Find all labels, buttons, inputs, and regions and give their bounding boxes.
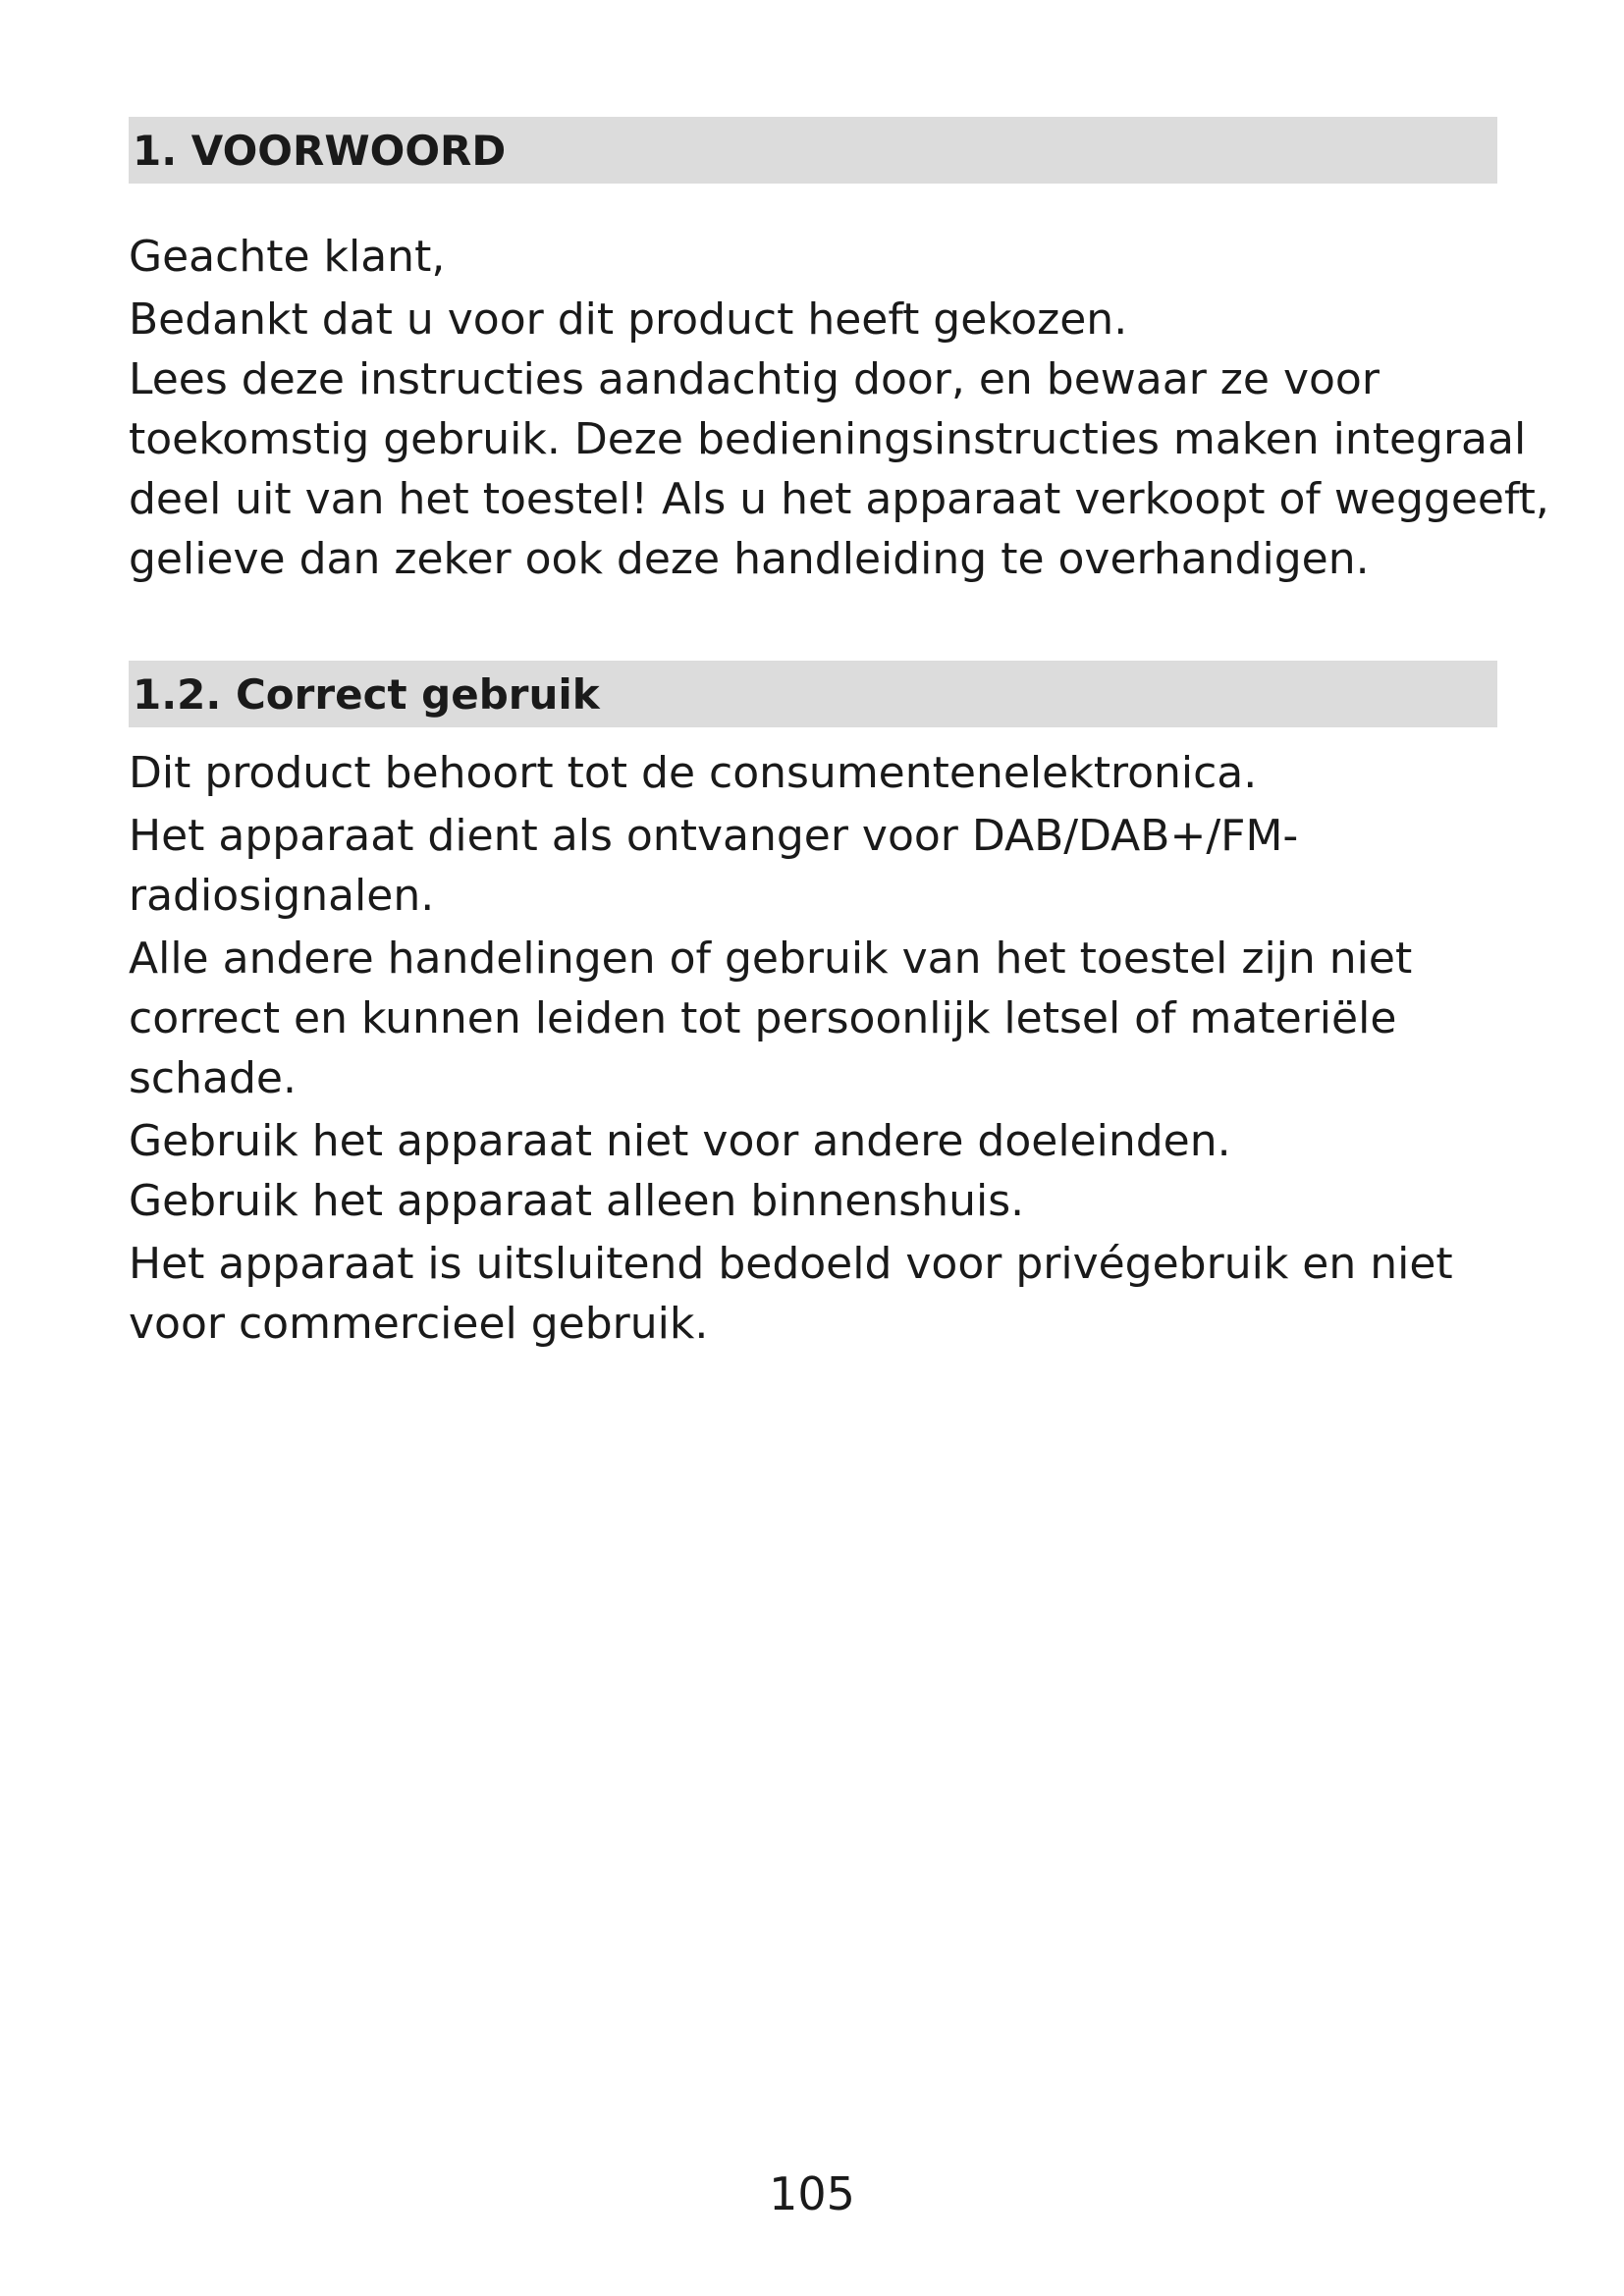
paragraph-line: Alle andere handelingen of gebruik van het toestel zijn niet (129, 934, 1413, 984)
paragraph-line: gelieve dan zeker ook deze handleiding te overhandigen. (129, 534, 1370, 584)
page-number: 105 (769, 2167, 855, 2220)
paragraph-line: radiosignalen. (129, 871, 435, 921)
section-title: 1. VOORWOORD (133, 126, 507, 175)
paragraph-line: Gebruik het apparaat alleen binnenshuis. (129, 1176, 1025, 1226)
paragraph-line: toekomstig gebruik. Deze bedieningsinstructies maken integraal (129, 414, 1527, 464)
paragraph-line: Gebruik het apparaat niet voor andere doeleinden. (129, 1116, 1231, 1166)
salutation-line: Geachte klant, (129, 232, 446, 282)
section-heading-correct-gebruik (129, 661, 1497, 727)
usage-text-block (129, 743, 1523, 1354)
paragraph-line: schade. (129, 1053, 297, 1103)
paragraph-line: Het apparaat dient als ontvanger voor DAB/DAB+/FM- (129, 811, 1299, 861)
section-heading-voorwoord (129, 117, 1497, 184)
paragraph-line: deel uit van het toestel! Als u het apparaat verkoopt of weggeeft, (129, 474, 1549, 524)
intro-text-block (129, 227, 1549, 589)
paragraph-line: Dit product behoort tot de consumentenelektronica. (129, 748, 1258, 798)
paragraph-line: voor commercieel gebruik. (129, 1299, 709, 1349)
paragraph-line: Lees deze instructies aandachtig door, en bewaar ze voor (129, 354, 1380, 404)
paragraph-line: correct en kunnen leiden tot persoonlijk letsel of materiële (129, 993, 1397, 1043)
section-title: 1.2. Correct gebruik (133, 669, 600, 719)
paragraph-line: Bedankt dat u voor dit product heeft gekozen. (129, 294, 1128, 345)
paragraph-line: Het apparaat is uitsluitend bedoeld voor privégebruik en niet (129, 1239, 1453, 1289)
